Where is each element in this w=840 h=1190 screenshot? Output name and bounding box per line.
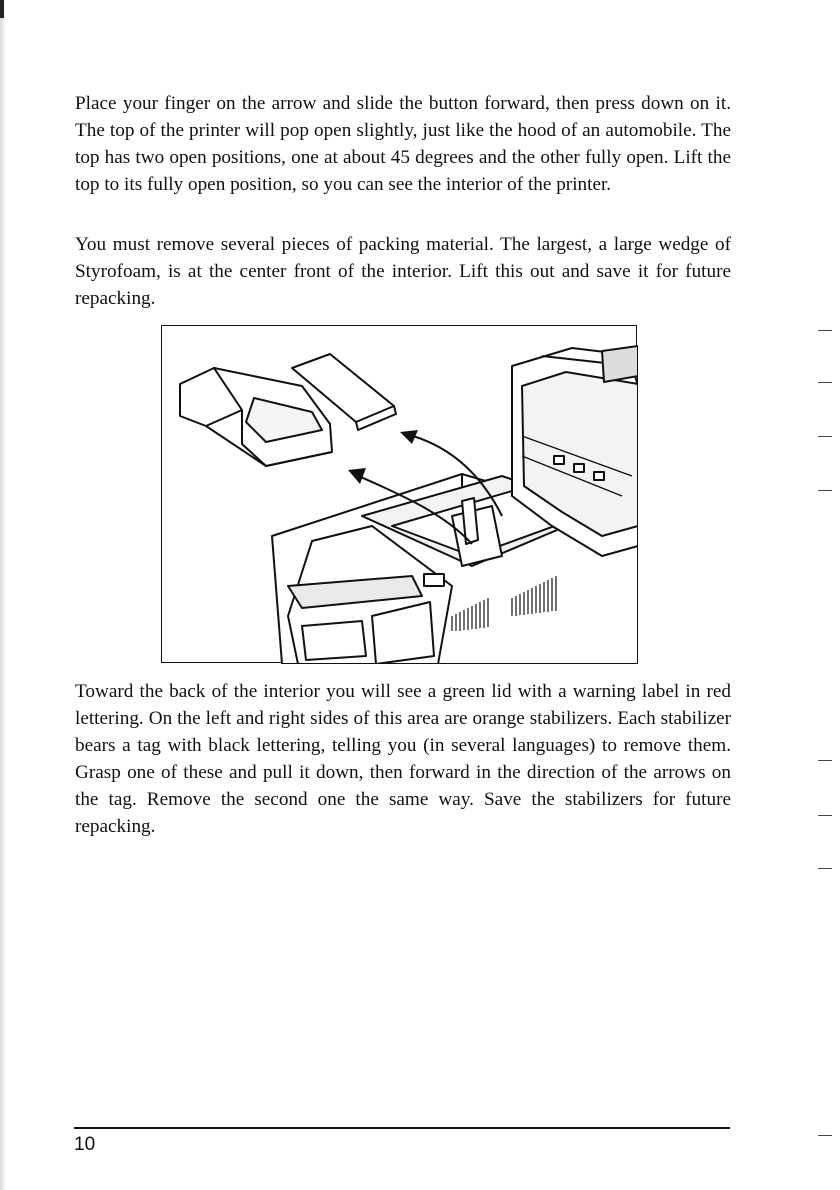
scan-mark [0, 0, 4, 18]
printer-illustration [161, 325, 637, 663]
margin-mark [818, 382, 832, 383]
margin-mark [818, 760, 832, 761]
paragraph-remove-styrofoam: You must remove several pieces of packing material. The largest, a large wedge of Styrofoam, is at the center front of the interior. Lift this out and save it for future repacking. [75, 234, 731, 309]
margin-mark [818, 490, 832, 491]
printer-release-button [424, 574, 444, 586]
footer-rule [74, 1127, 730, 1129]
page-number: 10 [74, 1134, 96, 1155]
margin-mark [818, 1135, 832, 1136]
margin-mark [818, 815, 832, 816]
margin-mark [818, 436, 832, 437]
margin-mark [818, 330, 832, 331]
paragraph-remove-stabilizers: Toward the back of the interior you will see a green lid with a warning label in red lettering. On the left and right sides of this area are orange stabilizers. Each stabilizer bears a tag with black lettering, telling you (in several languages) to remove them. Grasp one of these and pull it down, then forward in the direction of the arrows on the tag. Remove the second one the same way. Save the stabilizers for future repacking. [75, 681, 731, 837]
printer-drawing [162, 326, 638, 664]
margin-mark [818, 868, 832, 869]
scan-edge [0, 0, 6, 1190]
paragraph-open-top: Place your finger on the arrow and slide the button forward, then press down on it. The top of the printer will pop open slightly, just like the hood of an automobile. The top has two open positions, one at about 45 degrees and the other fully open. Lift the top to its fully open position, so you can see the interior of the printer. [75, 93, 731, 195]
